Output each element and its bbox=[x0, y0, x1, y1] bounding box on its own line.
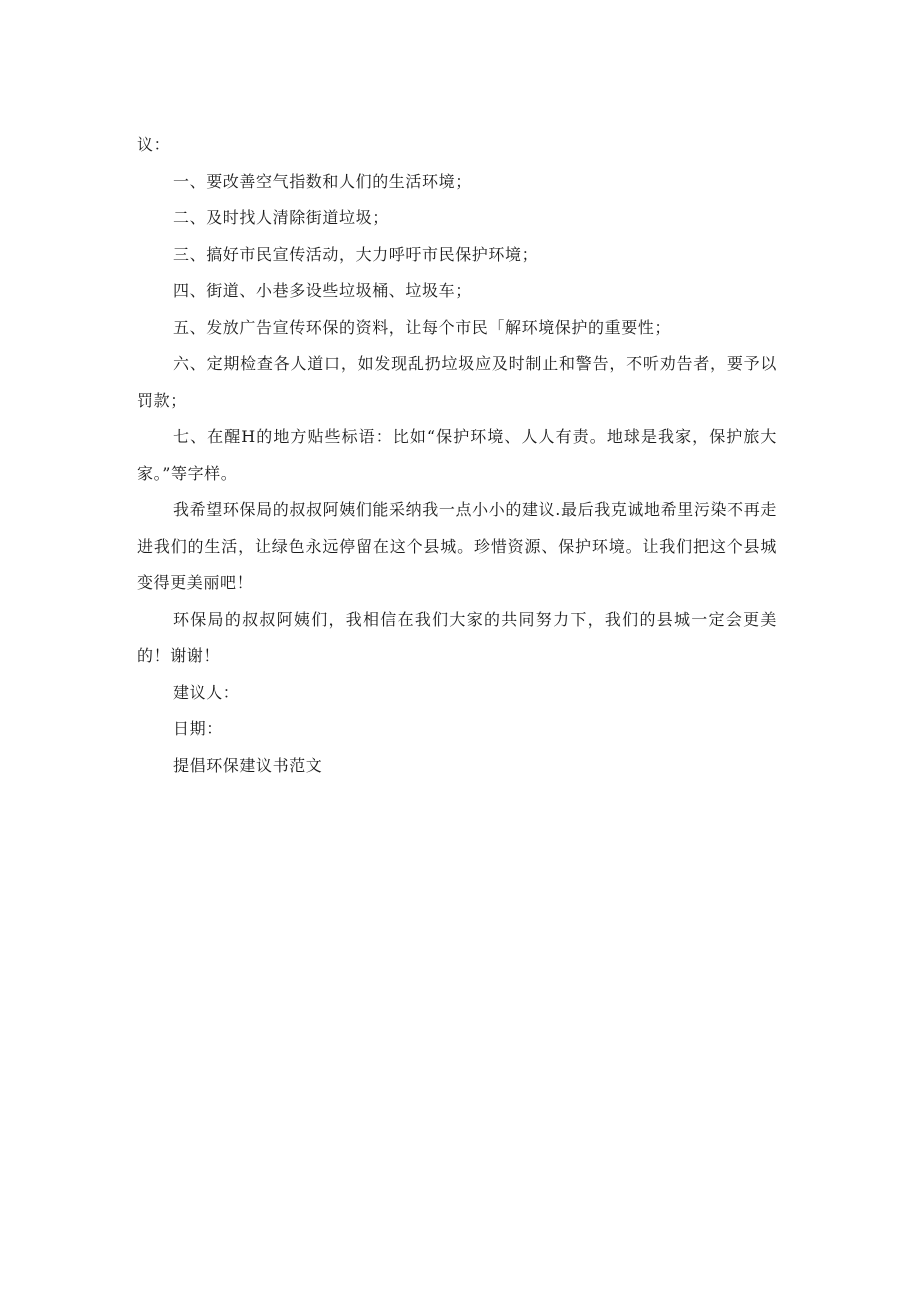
suggestion-item-3: 三、搞好市民宣传活动，大力呼吁市民保护环境； bbox=[173, 244, 539, 264]
closing-paragraph: 我希望环保局的叔叔阿姨们能采纳我一点小小的建议.最后我克诚地希里污染不再走进我们的生活，让绿色永远停留在这个县城。珍惜资源、保护环境。让我们把这个县城变得更美丽吧！ bbox=[137, 500, 777, 592]
document-body bbox=[137, 127, 777, 784]
paragraph-continuation: 议： bbox=[137, 135, 171, 154]
suggestion-item-1: 一、要改善空气指数和人们的生活环境； bbox=[173, 171, 472, 191]
suggestion-item-5: 五、发放广告宣传环保的资料，让每个市民「解环境保护的重要性； bbox=[173, 317, 672, 337]
suggestion-item-4: 四、街道、小巷多设些垃圾桶、垃圾车； bbox=[173, 281, 472, 300]
thanks-paragraph: 环保局的叔叔阿姨们，我相信在我们大家的共同努力下，我们的县城一定会更美的！谢谢！ bbox=[137, 609, 777, 665]
suggestion-item-6: 六、定期检查各人道口，如发现乱扔垃圾应及时制止和警告，不听劝告者，要予以罚款； bbox=[137, 354, 777, 410]
proposer-label: 建议人： bbox=[173, 682, 240, 702]
suggestion-item-2: 二、及时找人清除街道垃圾； bbox=[173, 208, 389, 227]
next-section-title: 提倡环保建议书范文 bbox=[173, 755, 323, 775]
date-label: 日期： bbox=[173, 719, 223, 738]
suggestion-item-7: 七、在醒H的地方贴些标语：比如“保护环境、人人有责。地球是我家，保护旅大家。”等字样。 bbox=[137, 427, 777, 483]
